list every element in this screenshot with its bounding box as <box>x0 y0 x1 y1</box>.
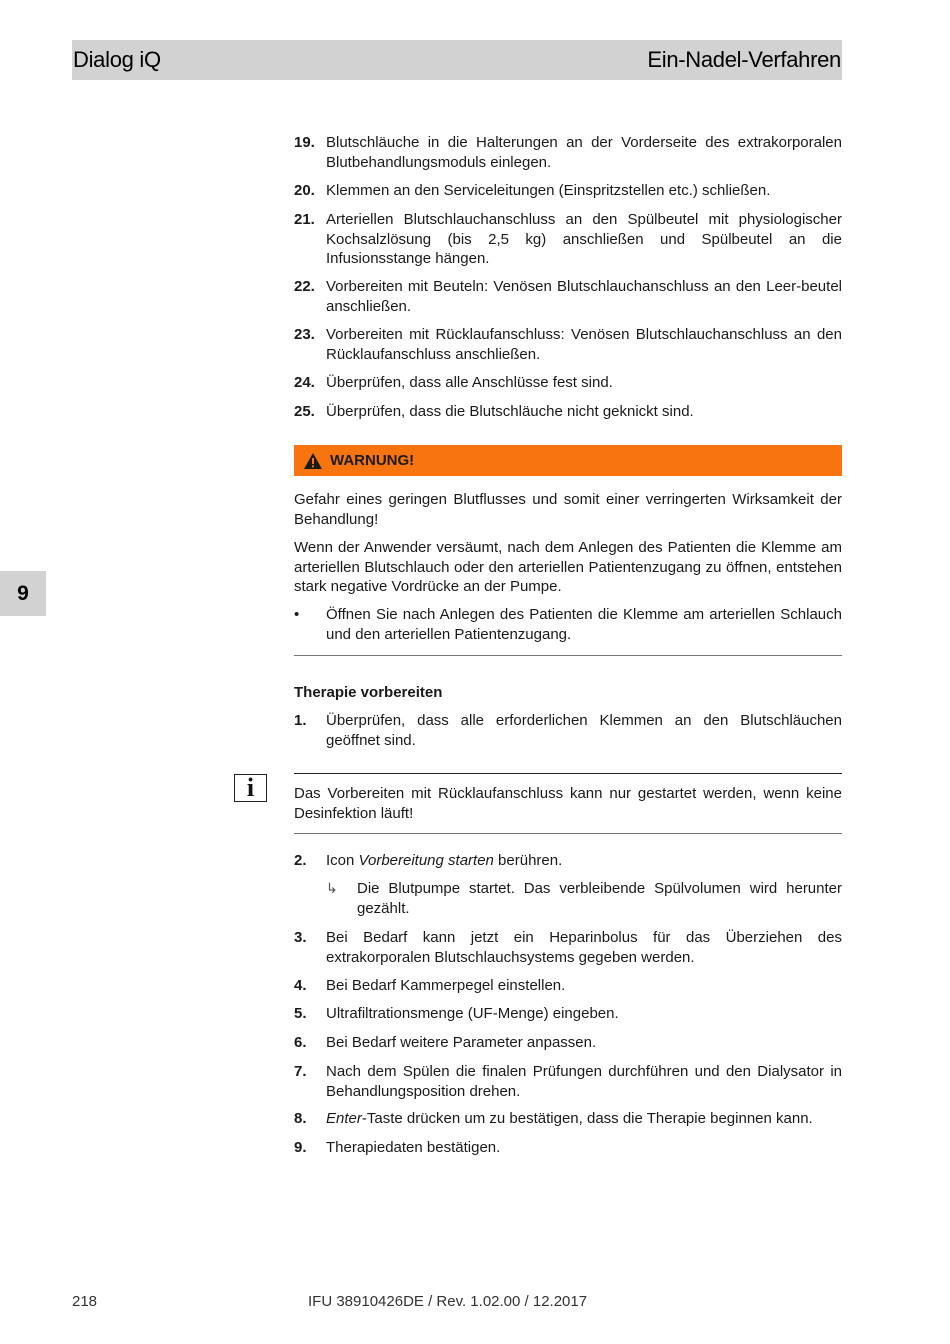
step-text: Bei Bedarf kann jetzt ein Heparinbolus für das Überziehen des extrakorporalen Blutschlauchsystems gegeben werden. <box>326 929 842 966</box>
warning-measure <box>294 605 842 644</box>
step-24 <box>294 373 842 393</box>
step-5 <box>294 1004 842 1024</box>
chapter-tab: 9 <box>0 571 46 616</box>
step-text-post: berühren. <box>493 852 563 869</box>
step-number: 6. <box>294 1034 307 1051</box>
warning-label: WARNUNG! <box>330 451 415 469</box>
info-note-text: Das Vorbereiten mit Rücklaufanschluss kann nur gestartet werden, wenn keine Desinfektion läuft! <box>294 785 842 822</box>
step-text: Überprüfen, dass die Blutschläuche nicht geknickt sind. <box>326 403 694 420</box>
step-text: Arteriellen Blutschlauchanschluss an den Spülbeutel mit physiologischer Kochsalzlösung (bis 2,5 kg) anschließen und Spülbeutel an die Infusionsstange hängen. <box>326 211 842 267</box>
step-text-post: -Taste drücken um zu bestätigen, dass die Therapie beginnen kann. <box>361 1110 813 1127</box>
bullet-dot: • <box>294 606 300 623</box>
step-3 <box>294 928 842 967</box>
step-2 <box>294 851 842 871</box>
step-23 <box>294 325 842 364</box>
step-20 <box>294 181 842 201</box>
section-title: Therapie vorbereiten <box>294 684 443 701</box>
step-21 <box>294 210 842 269</box>
step-2-result <box>326 879 842 918</box>
step-9 <box>294 1138 842 1158</box>
step-number: 23. <box>294 326 315 343</box>
info-top-divider <box>294 773 842 774</box>
info-bottom-divider <box>294 833 842 834</box>
step-6 <box>294 1033 842 1053</box>
warning-triangle-icon <box>303 452 323 470</box>
step-text-pre: Icon <box>326 852 359 869</box>
info-icon: i <box>234 774 267 802</box>
header-chapter-title: Ein-Nadel-Verfahren <box>647 47 841 72</box>
step-number: 1. <box>294 712 307 729</box>
step-text: Nach dem Spülen die finalen Prüfungen durchführen und den Dialysator in Behandlungsposition drehen. <box>326 1063 842 1100</box>
warning-measure-text: Öffnen Sie nach Anlegen des Patienten die Klemme am arteriellen Schlauch und den arteriellen Patientenzugang. <box>326 606 842 643</box>
step-text <box>326 1109 842 1129</box>
step-1 <box>294 711 842 750</box>
step-number: 21. <box>294 211 315 228</box>
document-reference: IFU 38910426DE / Rev. 1.02.00 / 12.2017 <box>308 1293 588 1310</box>
step-text: Bei Bedarf weitere Parameter anpassen. <box>326 1034 597 1051</box>
step-text: Therapiedaten bestätigen. <box>326 1139 501 1156</box>
page-header <box>72 40 842 80</box>
step-7 <box>294 1062 842 1101</box>
step-8 <box>294 1109 842 1129</box>
step-19 <box>294 133 842 172</box>
step-text: Bei Bedarf Kammerpegel einstellen. <box>326 977 566 994</box>
step-number: 8. <box>294 1110 307 1127</box>
step-22 <box>294 277 842 316</box>
step-number: 19. <box>294 134 315 151</box>
step-number: 22. <box>294 278 315 295</box>
step-25 <box>294 402 842 422</box>
step-number: 4. <box>294 977 307 994</box>
step-text: Klemmen an den Serviceleitungen (Einspritzstellen etc.) schließen. <box>326 182 771 199</box>
page-number: 218 <box>72 1293 98 1310</box>
step-text <box>326 851 842 871</box>
ui-element-name: Vorbereitung starten <box>358 852 494 869</box>
step-text: Vorbereiten mit Beuteln: Venösen Blutschlauchanschluss an den Leer-beutel anschließen. <box>326 278 842 315</box>
step-number: 24. <box>294 374 315 391</box>
step-number: 5. <box>294 1005 307 1022</box>
step-number: 20. <box>294 182 315 199</box>
step-text: Vorbereiten mit Rücklaufanschluss: Venösen Blutschlauchanschluss an den Rücklaufanschluss anschließen. <box>326 326 842 363</box>
step-text: Ultrafiltrationsmenge (UF-Menge) eingeben. <box>326 1005 619 1022</box>
result-arrow-icon: ↳ <box>326 880 338 896</box>
warning-cause-text: Wenn der Anwender versäumt, nach dem Anlegen des Patienten die Klemme am arteriellen Blutschlauch oder den arteriellen Patientenzugang zu öffnen, entstehen stark negative Vordrücke an der Pumpe. <box>294 539 842 595</box>
key-name: Enter <box>326 1110 362 1127</box>
step-number: 2. <box>294 852 307 869</box>
step-number: 25. <box>294 403 315 420</box>
result-text: Die Blutpumpe startet. Das verbleibende Spülvolumen wird herunter gezählt. <box>357 880 842 917</box>
step-number: 9. <box>294 1139 307 1156</box>
header-product: Dialog iQ <box>73 47 161 72</box>
warning-end-divider <box>294 655 842 656</box>
step-number: 3. <box>294 929 307 946</box>
step-text: Überprüfen, dass alle erforderlichen Klemmen an den Blutschläuchen geöffnet sind. <box>326 712 842 749</box>
warning-hazard-text: Gefahr eines geringen Blutflusses und somit einer verringerten Wirksamkeit der Behandlung! <box>294 491 842 528</box>
step-text: Blutschläuche in die Halterungen an der Vorderseite des extrakorporalen Blutbehandlungsmoduls einlegen. <box>326 134 842 171</box>
step-number: 7. <box>294 1063 307 1080</box>
step-text: Überprüfen, dass alle Anschlüsse fest sind. <box>326 374 613 391</box>
warning-banner <box>294 445 842 476</box>
step-4 <box>294 976 842 996</box>
